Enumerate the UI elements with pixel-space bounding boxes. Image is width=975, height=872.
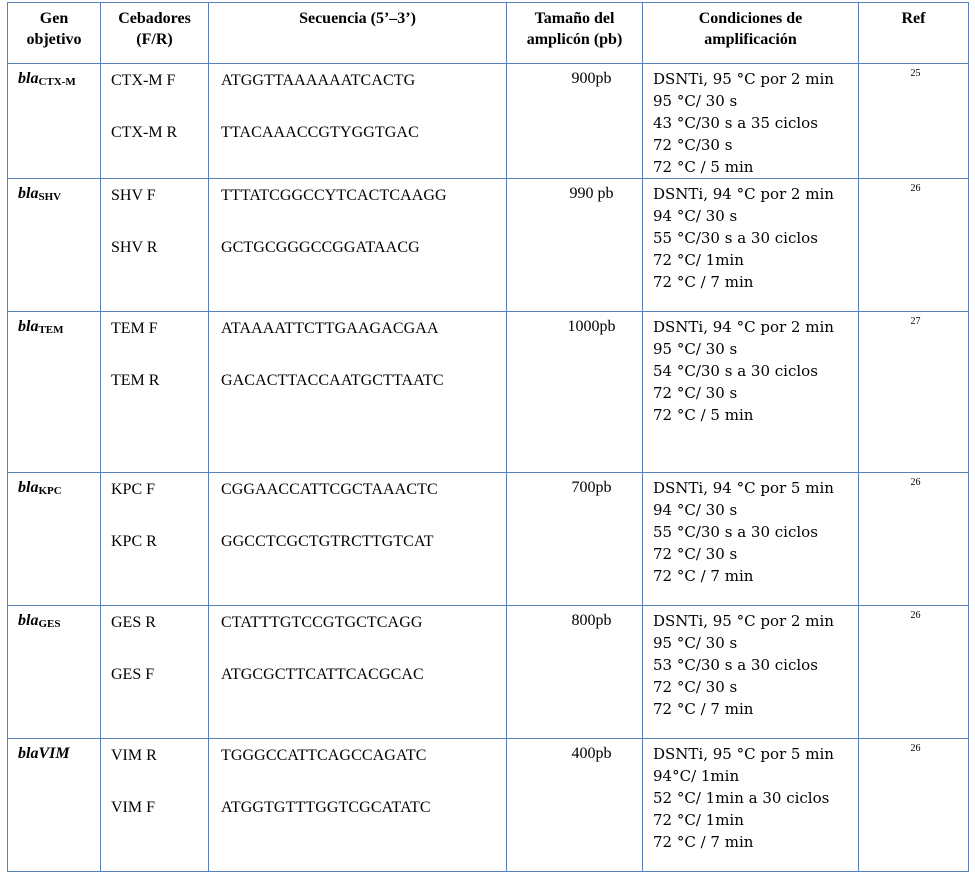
condition-line: 72 °C / 5 min <box>653 406 754 424</box>
table-row <box>8 179 969 312</box>
ref-cell <box>859 64 969 179</box>
header-ref-text: Ref <box>901 10 926 27</box>
sequence-cell <box>209 312 507 473</box>
ref-cell <box>859 473 969 606</box>
sequence-cell <box>209 606 507 739</box>
ref-number: 26 <box>910 610 921 621</box>
amplicon-size: 800pb <box>571 612 612 629</box>
sequence-2: ATGCGCTTCATTCACGCAC <box>221 666 424 683</box>
primer-forward: TEM F <box>111 320 158 337</box>
header-size-line2: amplicón (pb) <box>526 31 623 48</box>
gene-subscript: GES <box>38 618 61 630</box>
sequence-2: ATGGTGTTTGGTCGCATATC <box>221 799 431 816</box>
header-ref <box>859 3 969 64</box>
header-gene-line2: objetivo <box>26 31 82 48</box>
header-primers-line2: (F/R) <box>136 31 173 48</box>
sequence-1: ATAAAATTCTTGAAGACGAA <box>221 320 439 337</box>
header-conditions-line1: Condiciones de <box>698 10 803 27</box>
primer-forward: SHV F <box>111 187 156 204</box>
gene-cell <box>8 606 101 739</box>
condition-line: 72 °C/ 30 s <box>653 545 738 563</box>
condition-line: DSNTi, 94 °C por 2 min <box>653 185 834 203</box>
gene-subscript: TEM <box>38 324 64 336</box>
primer-forward: VIM R <box>111 747 157 764</box>
gene-prefix: bla <box>18 185 39 202</box>
condition-line: 72 °C/ 1min <box>653 251 744 269</box>
header-conditions <box>643 3 859 64</box>
condition-line: 72 °C / 7 min <box>653 273 754 291</box>
header-sequence-text: Secuencia (5’–3’) <box>299 10 416 27</box>
gene-prefix: blaVIM <box>18 745 70 762</box>
header-primers <box>101 3 209 64</box>
gene-prefix: bla <box>18 318 39 335</box>
sequence-cell <box>209 473 507 606</box>
ref-number: 26 <box>910 743 921 754</box>
conditions-cell <box>643 606 859 739</box>
condition-line: DSNTi, 95 °C por 5 min <box>653 745 834 763</box>
amplicon-size-cell <box>507 64 643 179</box>
condition-line: 72 °C/ 30 s <box>653 384 738 402</box>
ref-number: 26 <box>910 477 921 488</box>
ref-number: 26 <box>910 183 921 194</box>
condition-line: 54 °C/30 s a 30 ciclos <box>653 362 818 380</box>
primer-forward: KPC F <box>111 481 156 498</box>
condition-line: 94°C/ 1min <box>653 767 740 785</box>
primer-cell <box>101 64 209 179</box>
condition-line: 72 °C / 7 min <box>653 567 754 585</box>
condition-line: 55 °C/30 s a 30 ciclos <box>653 229 818 247</box>
ref-cell <box>859 179 969 312</box>
conditions-cell <box>643 179 859 312</box>
sequence-1: TTTATCGGCCYTCACTCAAGG <box>221 187 447 204</box>
condition-line: 72 °C / 5 min <box>653 158 754 176</box>
header-size-line1: Tamaño del <box>534 10 615 27</box>
primer-reverse: GES F <box>111 666 155 683</box>
amplicon-size: 900pb <box>571 70 612 87</box>
amplicon-size-cell <box>507 179 643 312</box>
conditions-cell <box>643 312 859 473</box>
primer-reverse: CTX-M R <box>111 124 178 141</box>
condition-line: 53 °C/30 s a 30 ciclos <box>653 656 818 674</box>
primer-reverse: SHV R <box>111 239 158 256</box>
header-primers-line1: Cebadores <box>118 10 191 27</box>
gene-prefix: bla <box>18 70 39 87</box>
condition-line: 72 °C/30 s <box>653 136 733 154</box>
amplicon-size-cell <box>507 606 643 739</box>
primer-reverse: KPC R <box>111 533 157 550</box>
primer-cell <box>101 179 209 312</box>
primer-table <box>7 2 969 872</box>
primer-forward: CTX-M F <box>111 72 176 89</box>
primer-reverse: TEM R <box>111 372 160 389</box>
sequence-1: CGGAACCATTCGCTAAACTC <box>221 481 438 498</box>
sequence-1: CTATTTGTCCGTGCTCAGG <box>221 614 423 631</box>
condition-line: 95 °C/ 30 s <box>653 634 738 652</box>
sequence-cell <box>209 739 507 872</box>
condition-line: DSNTi, 94 °C por 2 min <box>653 318 834 336</box>
sequence-2: GGCCTCGCTGTRCTTGTCAT <box>221 533 434 550</box>
conditions-cell <box>643 739 859 872</box>
ref-cell <box>859 606 969 739</box>
gene-prefix: bla <box>18 612 39 629</box>
condition-line: 94 °C/ 30 s <box>653 207 738 225</box>
condition-line: DSNTi, 94 °C por 5 min <box>653 479 834 497</box>
table-row <box>8 473 969 606</box>
condition-line: DSNTi, 95 °C por 2 min <box>653 70 834 88</box>
header-conditions-line2: amplificación <box>704 31 797 48</box>
gene-subscript: KPC <box>38 485 62 497</box>
ref-cell <box>859 312 969 473</box>
condition-line: 95 °C/ 30 s <box>653 340 738 358</box>
gene-subscript: CTX-M <box>38 76 76 88</box>
ref-cell <box>859 739 969 872</box>
primer-cell <box>101 739 209 872</box>
amplicon-size: 700pb <box>571 479 612 496</box>
condition-line: 72 °C / 7 min <box>653 700 754 718</box>
header-sequence <box>209 3 507 64</box>
condition-line: 55 °C/30 s a 30 ciclos <box>653 523 818 541</box>
condition-line: 72 °C/ 1min <box>653 811 744 829</box>
gene-cell <box>8 179 101 312</box>
condition-line: DSNTi, 95 °C por 2 min <box>653 612 834 630</box>
sequence-2: TTACAAACCGTYGGTGAC <box>221 124 419 141</box>
condition-line: 72 °C/ 30 s <box>653 678 738 696</box>
gene-subscript: SHV <box>38 191 62 203</box>
primer-cell <box>101 312 209 473</box>
amplicon-size: 990 pb <box>569 185 614 202</box>
amplicon-size-cell <box>507 739 643 872</box>
header-gene <box>8 3 101 64</box>
ref-number: 27 <box>910 316 921 327</box>
gene-cell <box>8 312 101 473</box>
ref-number: 25 <box>910 68 921 79</box>
sequence-2: GACACTTACCAATGCTTAATC <box>221 372 444 389</box>
primer-cell <box>101 473 209 606</box>
primer-reverse: VIM F <box>111 799 156 816</box>
amplicon-size: 400pb <box>571 745 612 762</box>
gene-cell <box>8 473 101 606</box>
table-row <box>8 312 969 473</box>
table-row <box>8 606 969 739</box>
condition-line: 94 °C/ 30 s <box>653 501 738 519</box>
header-size <box>507 3 643 64</box>
conditions-cell <box>643 473 859 606</box>
table-body <box>8 64 969 872</box>
primer-forward: GES R <box>111 614 156 631</box>
sequence-cell <box>209 64 507 179</box>
sequence-1: ATGGTTAAAAAATCACTG <box>221 72 416 89</box>
amplicon-size-cell <box>507 312 643 473</box>
header-row <box>8 3 969 64</box>
table-row <box>8 739 969 872</box>
gene-cell <box>8 64 101 179</box>
amplicon-size-cell <box>507 473 643 606</box>
amplicon-size: 1000pb <box>567 318 616 335</box>
gene-prefix: bla <box>18 479 39 496</box>
primer-cell <box>101 606 209 739</box>
conditions-cell <box>643 64 859 179</box>
sequence-2: GCTGCGGGCCGGATAACG <box>221 239 420 256</box>
condition-line: 52 °C/ 1min a 30 ciclos <box>653 789 830 807</box>
gene-cell <box>8 739 101 872</box>
condition-line: 43 °C/30 s a 35 ciclos <box>653 114 818 132</box>
condition-line: 72 °C / 7 min <box>653 833 754 851</box>
header-gene-line1: Gen <box>39 10 69 27</box>
condition-line: 95 °C/ 30 s <box>653 92 738 110</box>
sequence-1: TGGGCCATTCAGCCAGATC <box>221 747 427 764</box>
table-row <box>8 64 969 179</box>
sequence-cell <box>209 179 507 312</box>
